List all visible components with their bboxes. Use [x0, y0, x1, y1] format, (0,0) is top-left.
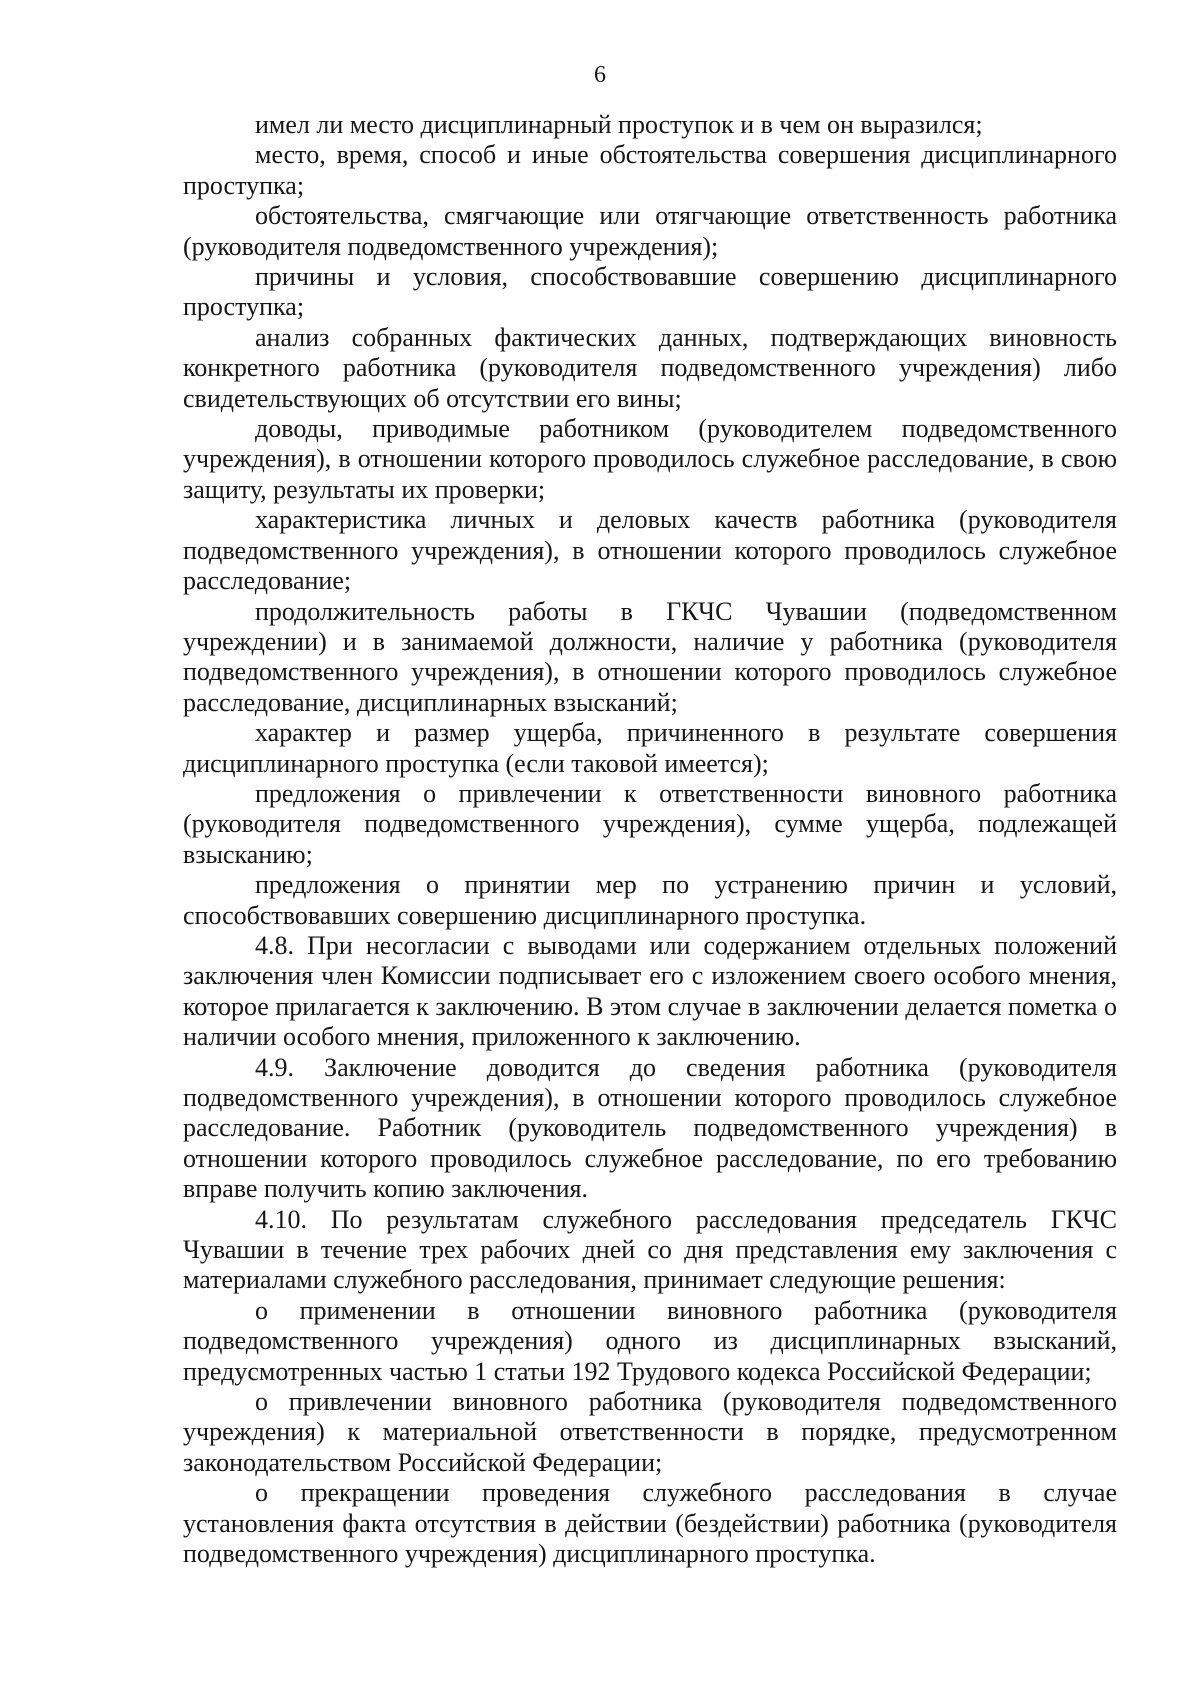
paragraph: о привлечении виновного работника (руководителя подведомственного учреждения) к материальной ответственности в порядке, предусмотренном законодательством Российской Федерации; — [183, 1387, 1117, 1477]
paragraph: доводы, приводимые работником (руководителем подведомственного учреждения), в отношении которого проводилось служебное расследование, в свою защиту, результаты их проверки; — [183, 414, 1117, 504]
page-number: 6 — [594, 62, 606, 88]
paragraph: о прекращении проведения служебного расследования в случае установления факта отсутствия в действии (бездействии) работника (руководителя подведомственного учреждения) дисциплинарного проступка. — [183, 1478, 1117, 1569]
section-4-10-paragraph: 4.10. По результатам служебного расследования председатель ГКЧС Чувашии в течение трех рабочих дней со дня представления ему заключения с материалами служебного расследования, принимает следующие решения: — [183, 1204, 1117, 1295]
paragraph: о применении в отношении виновного работника (руководителя подведомственного учреждения) одного из дисциплинарных взысканий, предусмотренных частью 1 статьи 192 Трудового кодекса Российской Федерации; — [183, 1295, 1117, 1386]
paragraph: анализ собранных фактических данных, подтверждающих виновность конкретного работника (руководителя подведомственного учреждения) либо свидетельствующих об отсутствии его вины; — [183, 322, 1117, 413]
paragraph: причины и условия, способствовавшие совершению дисциплинарного проступка; — [183, 262, 1117, 322]
section-4-9-paragraph: 4.9. Заключение доводится до сведения работника (руководителя подведомственного учреждения), в отношении которого проводилось служебное расследование. Работник (руководитель подведомственного учреждения) в отношении которого проводилось служебное расследование, по его требованию вправе получить копию заключения. — [183, 1052, 1117, 1204]
body-text — [183, 110, 1117, 1570]
paragraph: имел ли место дисциплинарный проступок и в чем он выразился; — [255, 110, 983, 139]
section-4-8-paragraph: 4.8. При несогласии с выводами или содержанием отдельных положений заключения член Комиссии подписывает его с изложением своего особого мнения, которое прилагается к заключению. В этом случае в заключении делается пометка о наличии особого мнения, приложенного к заключению. — [183, 930, 1117, 1052]
paragraph: продолжительность работы в ГКЧС Чувашии (подведомственном учреждении) и в занимаемой должности, наличие у работника (руководителя подведомственного учреждения), в отношении которого проводилось служебное расследование, дисциплинарных взысканий; — [183, 596, 1117, 717]
paragraph: обстоятельства, смягчающие или отягчающие ответственность работника (руководителя подведомственного учреждения); — [183, 201, 1117, 261]
paragraph: место, время, способ и иные обстоятельства совершения дисциплинарного проступка; — [183, 140, 1117, 200]
paragraph: характеристика личных и деловых качеств работника (руководителя подведомственного учреждения), в отношении которого проводилось служебное расследование; — [183, 505, 1117, 596]
paragraph: предложения о принятии мер по устранению причин и условий, способствовавших совершению дисциплинарного проступка. — [183, 870, 1117, 930]
paragraph: характер и размер ущерба, причиненного в результате совершения дисциплинарного проступка (если таковой имеется); — [183, 718, 1117, 778]
paragraph: предложения о привлечении к ответственности виновного работника (руководителя подведомственного учреждения), сумме ущерба, подлежащей взысканию; — [183, 778, 1117, 869]
